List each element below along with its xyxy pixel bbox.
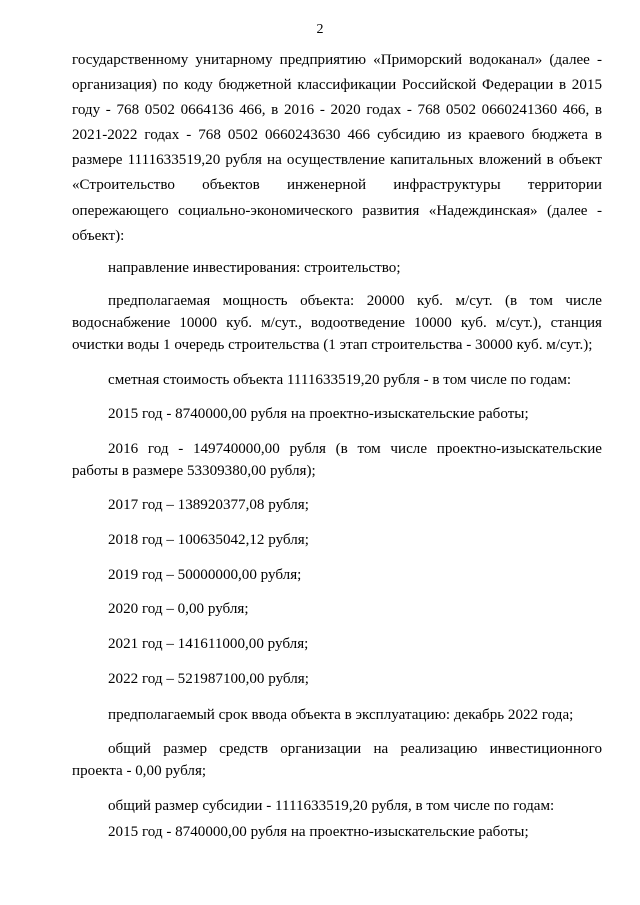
paragraph-subsidy-recipient: государственному унитарному предприятию «Приморский водоканал» (далее - организация) по коду бюджетной классификации Российской Федерации в 2015 году - 768 0502 0664136 466, в 2016 - 2020 годах - 768 0502 0660241360 466, в 2021-2022 годах - 768 0502 0660243630 466 субсидию из краевого бюджета в размере 1111633519,20 рубля на осуществление капитальных вложений в объект «Строительство объектов инженерной инфраструктуры территории опережающего социально-экономического развития «Надеждинская» (далее - объект): [72,52,602,244]
paragraph-subsidy-2015: 2015 год - 8740000,00 рубля на проектно-изыскательские работы; [108,824,529,841]
document-body [72,48,602,844]
paragraph-cost-2020: 2020 год – 0,00 рубля; [108,601,249,618]
page-number: 2 [316,22,324,37]
paragraph-organization-funds: общий размер средств организации на реализацию инвестиционного проекта - 0,00 рубля; [72,741,602,779]
paragraph-cost-2021: 2021 год – 141611000,00 рубля; [108,636,309,653]
paragraph-capacity: предполагаемая мощность объекта: 20000 куб. м/сут. (в том числе водоснабжение 10000 куб. м/сут., водоотведение 10000 куб. м/сут.), станция очистки воды 1 очередь строительства (1 этап строительства - 30000 куб. м/сут.); [72,293,602,353]
paragraph-cost-2016: 2016 год - 149740000,00 рубля (в том числе проектно-изыскательские работы в размере 53309380,00 рубля); [72,440,602,479]
paragraph-cost-2022: 2022 год – 521987100,00 рубля; [108,670,309,687]
paragraph-cost-2018: 2018 год – 100635042,12 рубля; [108,532,309,549]
paragraph-cost-2015: 2015 год - 8740000,00 рубля на проектно-изыскательские работы; [108,406,529,423]
paragraph-investment-direction: направление инвестирования: строительство; [108,259,401,276]
paragraph-estimated-cost: сметная стоимость объекта 1111633519,20 рубля - в том числе по годам: [108,371,572,388]
paragraph-commissioning-date: предполагаемый срок ввода объекта в эксплуатацию: декабрь 2022 года; [108,706,574,723]
paragraph-cost-2019: 2019 год – 50000000,00 рубля; [108,566,302,583]
paragraph-cost-2017: 2017 год – 138920377,08 рубля; [108,497,309,514]
paragraph-total-subsidy: общий размер субсидии - 1111633519,20 рубля, в том числе по годам: [108,797,555,814]
